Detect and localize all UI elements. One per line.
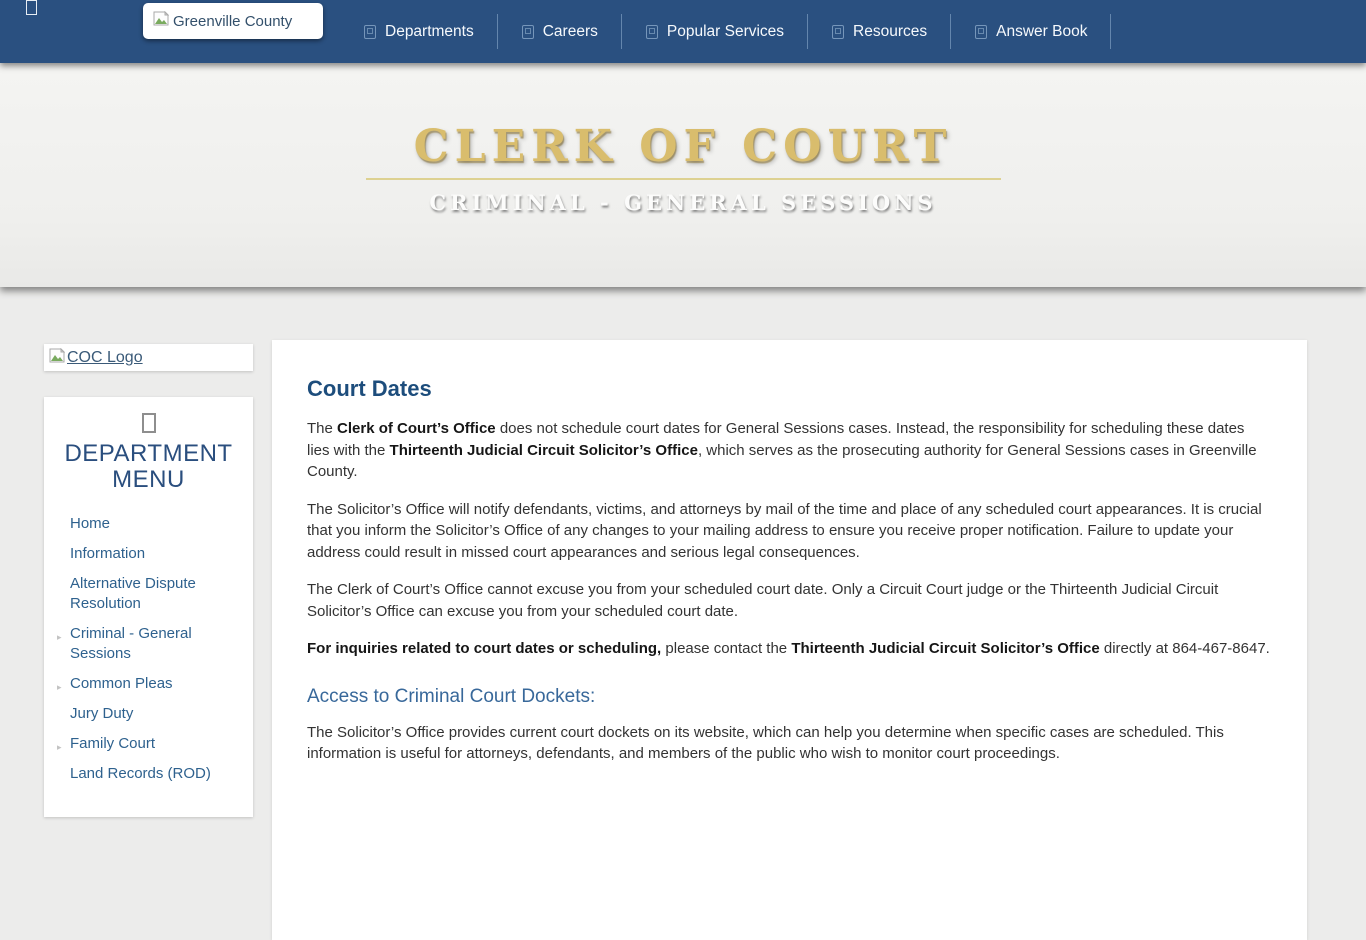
nav-item-careers[interactable] [498, 0, 622, 63]
sidebar-item-label: Jury Duty [70, 704, 134, 722]
paragraph: The Clerk of Court’s Office cannot excuse you from your scheduled court date. Only a Circuit Court judge or the Thirteenth Judicial Circuit Solicitor’s Office can excuse you from your scheduled court date. [307, 581, 1219, 620]
sidebar-item-alternative-dispute-resolution[interactable] [56, 569, 241, 619]
sidebar-item-common-pleas[interactable] [56, 669, 241, 699]
menu-icon [142, 413, 156, 433]
nav-item-label: Departments [385, 22, 474, 40]
nav-item-label: Careers [542, 22, 598, 40]
nav-item-label: Resources [853, 22, 928, 40]
nav-item-resources[interactable] [808, 0, 951, 63]
paragraph: For inquiries related to court dates or scheduling, please contact the Thirteenth Judicial Circuit Solicitor’s Office directly at 864-467-8647. [307, 640, 1270, 657]
sidebar-item-land-records-rod[interactable] [56, 759, 241, 789]
nav-item-placeholder-icon [646, 25, 658, 39]
nav-item-label: Popular Services [666, 22, 785, 40]
nav-item-answer-book[interactable] [951, 0, 1111, 63]
department-menu-list [56, 509, 241, 789]
sidebar-item-home[interactable] [56, 509, 241, 539]
nav-item-placeholder-icon [975, 25, 987, 39]
paragraph: The Solicitor’s Office provides current court dockets on its website, which can help you determine when specific cases are scheduled. This information is useful for attorneys, defendants, and members of the public who wish to monitor court proceedings. [307, 723, 1224, 762]
nav-item-placeholder-icon [364, 25, 376, 39]
sidebar-item-label: Family Court [70, 734, 156, 752]
section-heading: Access to Criminal Court Dockets: [307, 685, 596, 707]
sidebar-item-label: Criminal - General Sessions [70, 624, 192, 662]
broken-image-icon [49, 348, 65, 368]
banner-subtitle: CRIMINAL - GENERAL SESSIONS [429, 190, 937, 215]
sidebar-item-label: Information [70, 544, 146, 562]
paragraph: The Solicitor’s Office will notify defendants, victims, and attorneys by mail of the time and place of any scheduled court appearances. It is crucial that you inform the Solicitor’s Office of any changes to your mailing address to ensure you receive proper notification. Failure to update your address could result in missed court appearances and serious legal consequences. [307, 500, 1262, 561]
county-logo-alt-text: Greenville County [173, 12, 293, 30]
nav-item-departments[interactable] [340, 0, 498, 63]
coc-logo-link[interactable] [49, 348, 143, 368]
page-title: Court Dates [307, 376, 432, 401]
expand-caret-icon: ▸ [57, 681, 62, 692]
nav-item-placeholder-icon [832, 25, 844, 39]
sidebar-item-family-court[interactable] [56, 729, 241, 759]
coc-logo-alt-text: COC Logo [67, 348, 143, 366]
search-icon [26, 0, 37, 15]
sidebar-item-label: Alternative Dispute Resolution [70, 574, 196, 612]
banner-divider [366, 178, 1001, 180]
nav-item-popular-services[interactable] [622, 0, 808, 63]
sidebar-item-label: Land Records (ROD) [70, 764, 211, 782]
main-content-card [272, 340, 1307, 940]
banner-title: CLERK OF COURT [413, 121, 953, 172]
county-logo-link[interactable] [143, 3, 323, 39]
expand-caret-icon: ▸ [57, 741, 62, 752]
department-banner [0, 63, 1366, 287]
department-menu-card [44, 397, 253, 817]
body-paragraphs [307, 418, 1271, 660]
nav-item-label: Answer Book [996, 22, 1088, 40]
sidebar-item-label: Common Pleas [70, 674, 173, 692]
expand-caret-icon: ▸ [57, 631, 62, 642]
sidebar-item-information[interactable] [56, 539, 241, 569]
department-menu-title: DEPARTMENT MENU [64, 440, 233, 493]
broken-image-icon [153, 11, 169, 31]
paragraph: The Clerk of Court’s Office does not schedule court dates for General Sessions cases. Instead, the responsibility for scheduling these dates lies with the Thirteenth Judicial Circuit Solicitor’s Office, which serves as the prosecuting authority for General Sessions cases in Greenville County. [307, 420, 1257, 480]
section-paragraphs [307, 722, 1271, 765]
nav-menu [340, 0, 1111, 63]
sidebar-item-criminal-general-sessions[interactable] [56, 619, 241, 669]
sidebar-logo-card [44, 344, 253, 371]
nav-item-placeholder-icon [522, 25, 534, 39]
sidebar-item-label: Home [70, 514, 111, 532]
sidebar-item-jury-duty[interactable] [56, 699, 241, 729]
